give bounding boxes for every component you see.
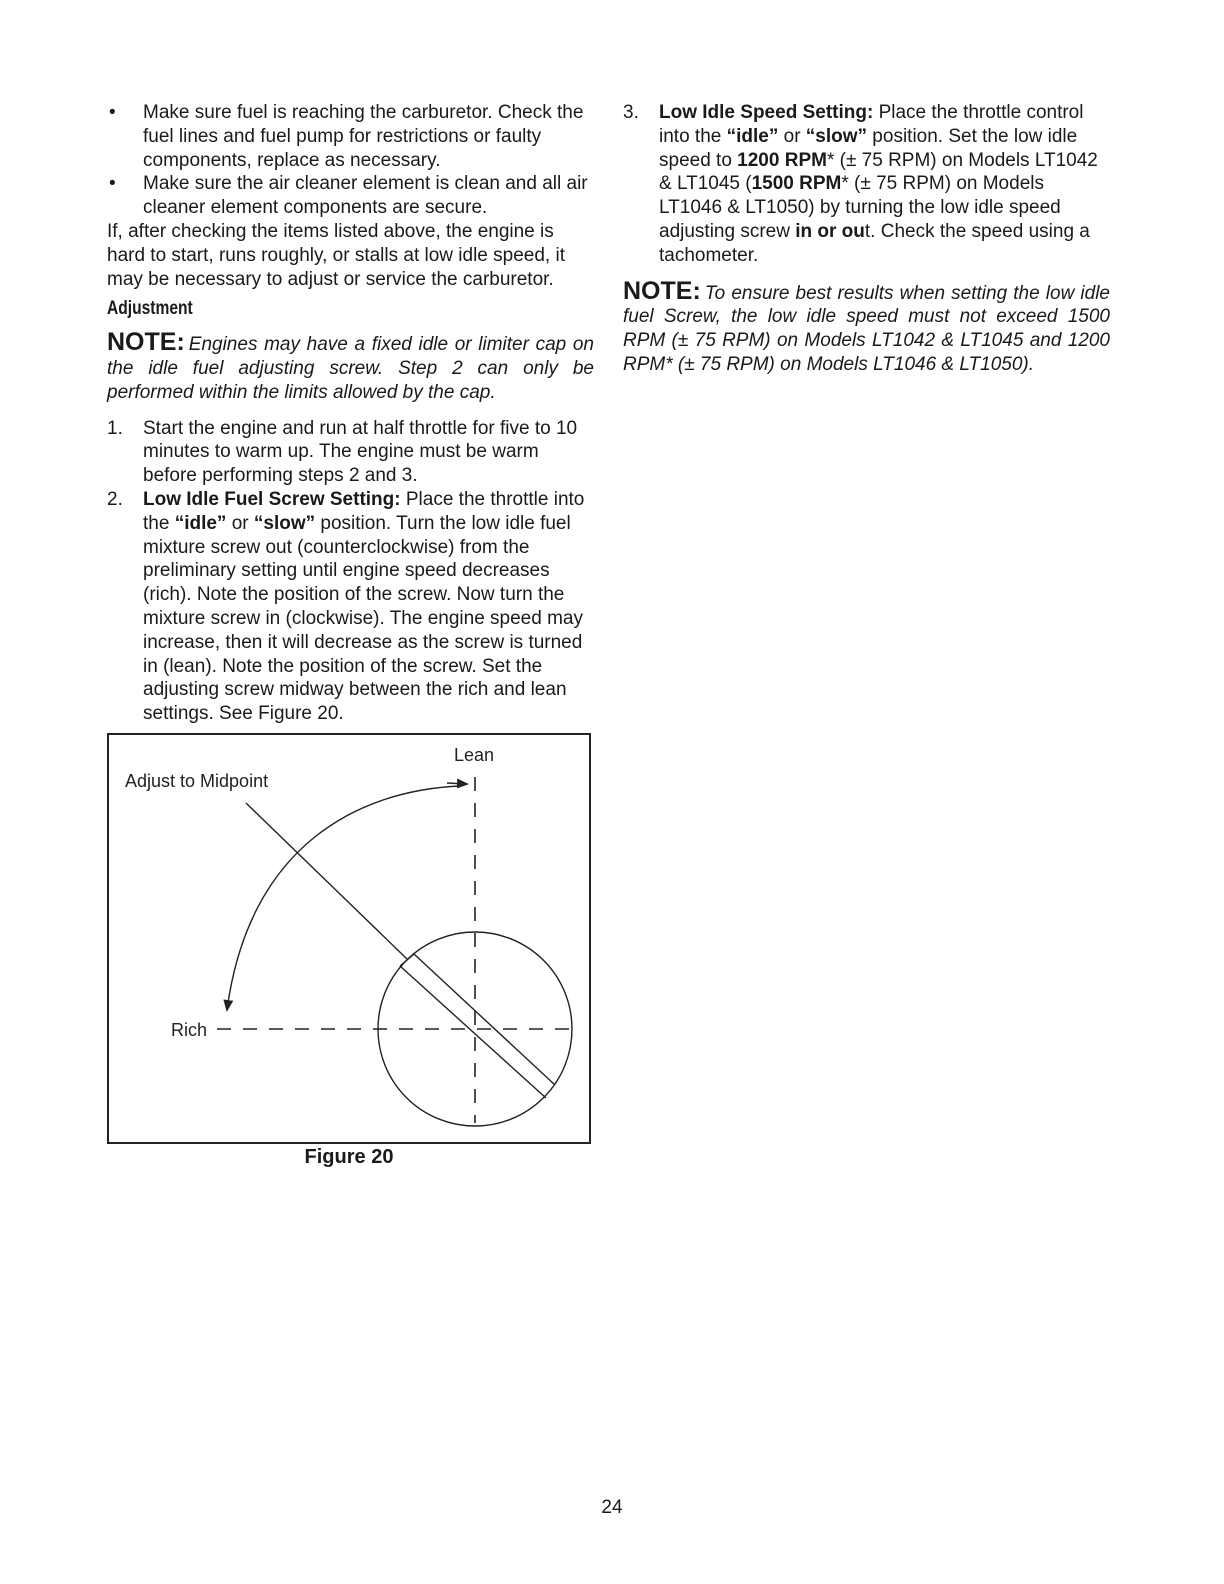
step-text: or [226,512,254,534]
step-title: Low Idle Fuel Screw Setting: [143,488,401,510]
step-text: Place the throttle into the [143,488,585,534]
step-text: position. Turn the low idle fuel mixture screw out (counterclockwise) from the preliminary setting until engine speed decreases (rich). Note the position of the screw. Now turn the mixture screw in (clockwise). The engine speed may increase, then it will decrease as the screw is turned in (lean). Note the position of the screw. Set the adjusting screw midway between the rich and lean settings. See Figure 20. [143,512,583,725]
slow-term: “slow” [253,512,316,534]
step-text: position. Set the low idle speed to [659,125,1078,171]
step-text: * (± 75 RPM) on Models LT1042 & LT1045 ( [659,149,1098,195]
idle-term: “idle” [726,125,779,147]
lean-arrow [447,783,467,784]
step-text: * (± 75 RPM) on Models LT1046 & LT1050) by turning the low idle speed adjusting screw [659,173,1061,242]
note-paragraph [107,328,594,404]
note-text: To ensure best results when setting the low idle fuel Screw, the low idle speed must not exceed 1500 RPM (± 75 RPM) on Models LT1042 & LT1045 and 1200 RPM* (± 75 RPM) on Models LT1046 & LT1050). [623,282,1110,375]
idle-term: “idle” [174,512,227,534]
note-label: NOTE: [623,276,701,305]
in-or-out-term: in or ou [795,220,865,242]
step-number: 1. [107,417,123,439]
screw-slot-line [400,966,546,1098]
intro-paragraph: If, after checking the items listed above, the engine is hard to start, runs roughly, or stalls at low idle speed, it may be necessary to adjust or service the carburetor. [107,220,565,290]
figure-20-frame [107,733,591,1144]
left-column [107,101,594,726]
note-paragraph [623,276,1110,377]
step-text: Start the engine and run at half throttle for five to 10 minutes to warm up. The engine must be warm before performing steps 2 and 3. [143,417,578,487]
note-text: Engines may have a fixed idle or limiter cap on the idle fuel adjusting screw. Step 2 can only be performed within the limits allowed by the cap. [107,334,594,403]
step-2 [107,488,594,726]
screw-slot-end [400,954,414,966]
step-text: or [778,125,806,147]
section-heading: Adjustment [107,298,193,320]
bullet-text: Make sure the air cleaner element is clean and all air cleaner element components are secure. [143,173,588,219]
midpoint-label: Adjust to Midpoint [125,771,269,791]
rpm-value: 1200 RPM [737,149,827,171]
step-number: 2. [107,488,123,510]
midpoint-leader-line [246,803,407,959]
step-title: Low Idle Speed Setting: [659,102,874,123]
rich-label: Rich [171,1020,208,1040]
lean-label: Lean [454,745,495,765]
bullet-mark: • [109,102,116,123]
screw-slot-line [414,954,555,1085]
page-number: 24 [601,1497,623,1518]
step-number: 3. [623,102,639,123]
step-1 [107,417,594,488]
rpm-value: 1500 RPM [751,173,842,195]
step-text: t. Check the speed using a tachometer. [659,220,1090,266]
slow-term: “slow” [805,125,868,147]
bullet-mark: • [109,173,116,195]
step-text: Place the throttle control into the [659,102,1084,147]
adjustment-diagram [109,735,593,1146]
bullet-item [107,101,594,172]
step-3 [623,101,1110,268]
bullet-item [107,172,594,220]
bullet-text: Make sure fuel is reaching the carburetor. Check the fuel lines and fuel pump for restrictions or faulty components, replace as necessary. [143,102,584,171]
note-label: NOTE: [107,328,185,357]
figure-caption: Figure 20 [304,1146,394,1168]
right-column [623,101,1110,377]
